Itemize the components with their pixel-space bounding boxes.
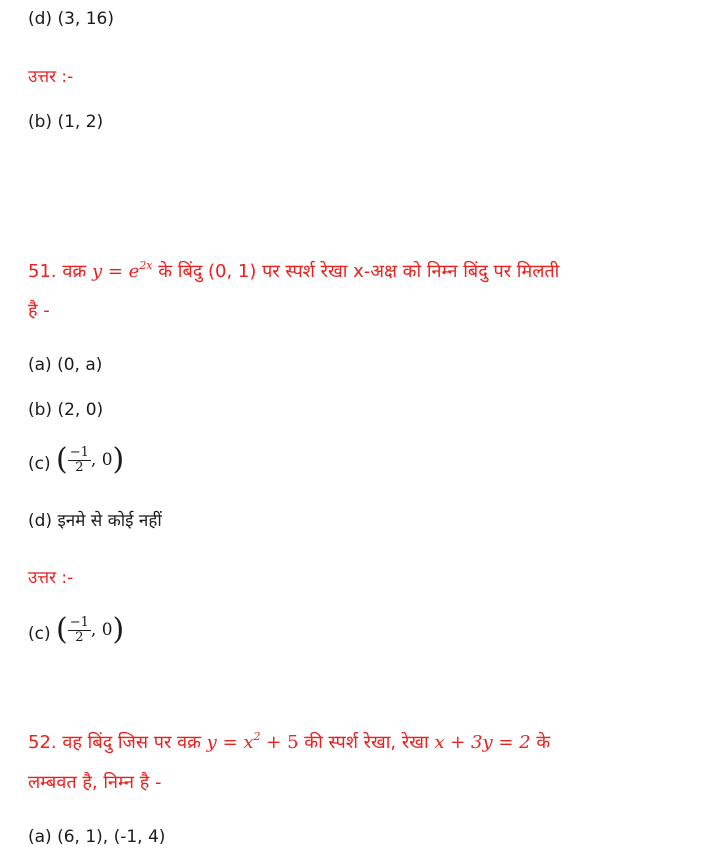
q51-option-c-label: (c) [28, 454, 51, 474]
q52-line1 [28, 726, 550, 754]
q52-text-2: की स्पर्श रेखा, रेखा [304, 732, 429, 753]
q52-text-3: के [536, 732, 551, 753]
q51-answer-value: ( $\frac{-1}{2}$ , 0 ) [56, 612, 125, 647]
prev-option-d: (d) (3, 16) [28, 9, 114, 29]
q51-answer [28, 613, 124, 651]
q51-option-b: (b) (2, 0) [28, 400, 104, 420]
q52-number: 52. [28, 732, 57, 753]
q51-equation: $y = e^{2x}$ [91, 259, 153, 282]
q51-answer-option: (c) [28, 624, 51, 644]
q52-curve: $y = x^2 + 5$ [206, 730, 299, 753]
q52-line-equation: x + 3y = 2 [434, 732, 531, 753]
q51-text-2: के बिंदु (0, 1) पर स्पर्श रेखा x-अक्ष को निम्न बिंदु पर मिलती [158, 261, 560, 282]
q51-option-c [28, 443, 124, 481]
q51-answer-label: उत्तर :- [28, 568, 74, 588]
q51-option-d: (d) इनमे से कोई नहीं [28, 511, 162, 531]
q51-option-c-value: ( $\frac{-1}{2}$ , 0 ) [56, 442, 125, 477]
q52-line2: लम्बवत है, निम्न है - [28, 772, 162, 793]
prev-answer: (b) (1, 2) [28, 112, 104, 132]
q51-text-1: वक्र [62, 261, 87, 282]
q52-text-1: वह बिंदु जिस पर वक्र [62, 732, 201, 753]
q52-option-a: (a) (6, 1), (-1, 4) [28, 827, 166, 847]
prev-answer-label: उत्तर :- [28, 67, 74, 87]
q51-line1 [28, 255, 559, 283]
q51-option-a: (a) (0, a) [28, 355, 103, 375]
q51-line2: है - [28, 300, 50, 321]
q51-number: 51. [28, 261, 57, 282]
